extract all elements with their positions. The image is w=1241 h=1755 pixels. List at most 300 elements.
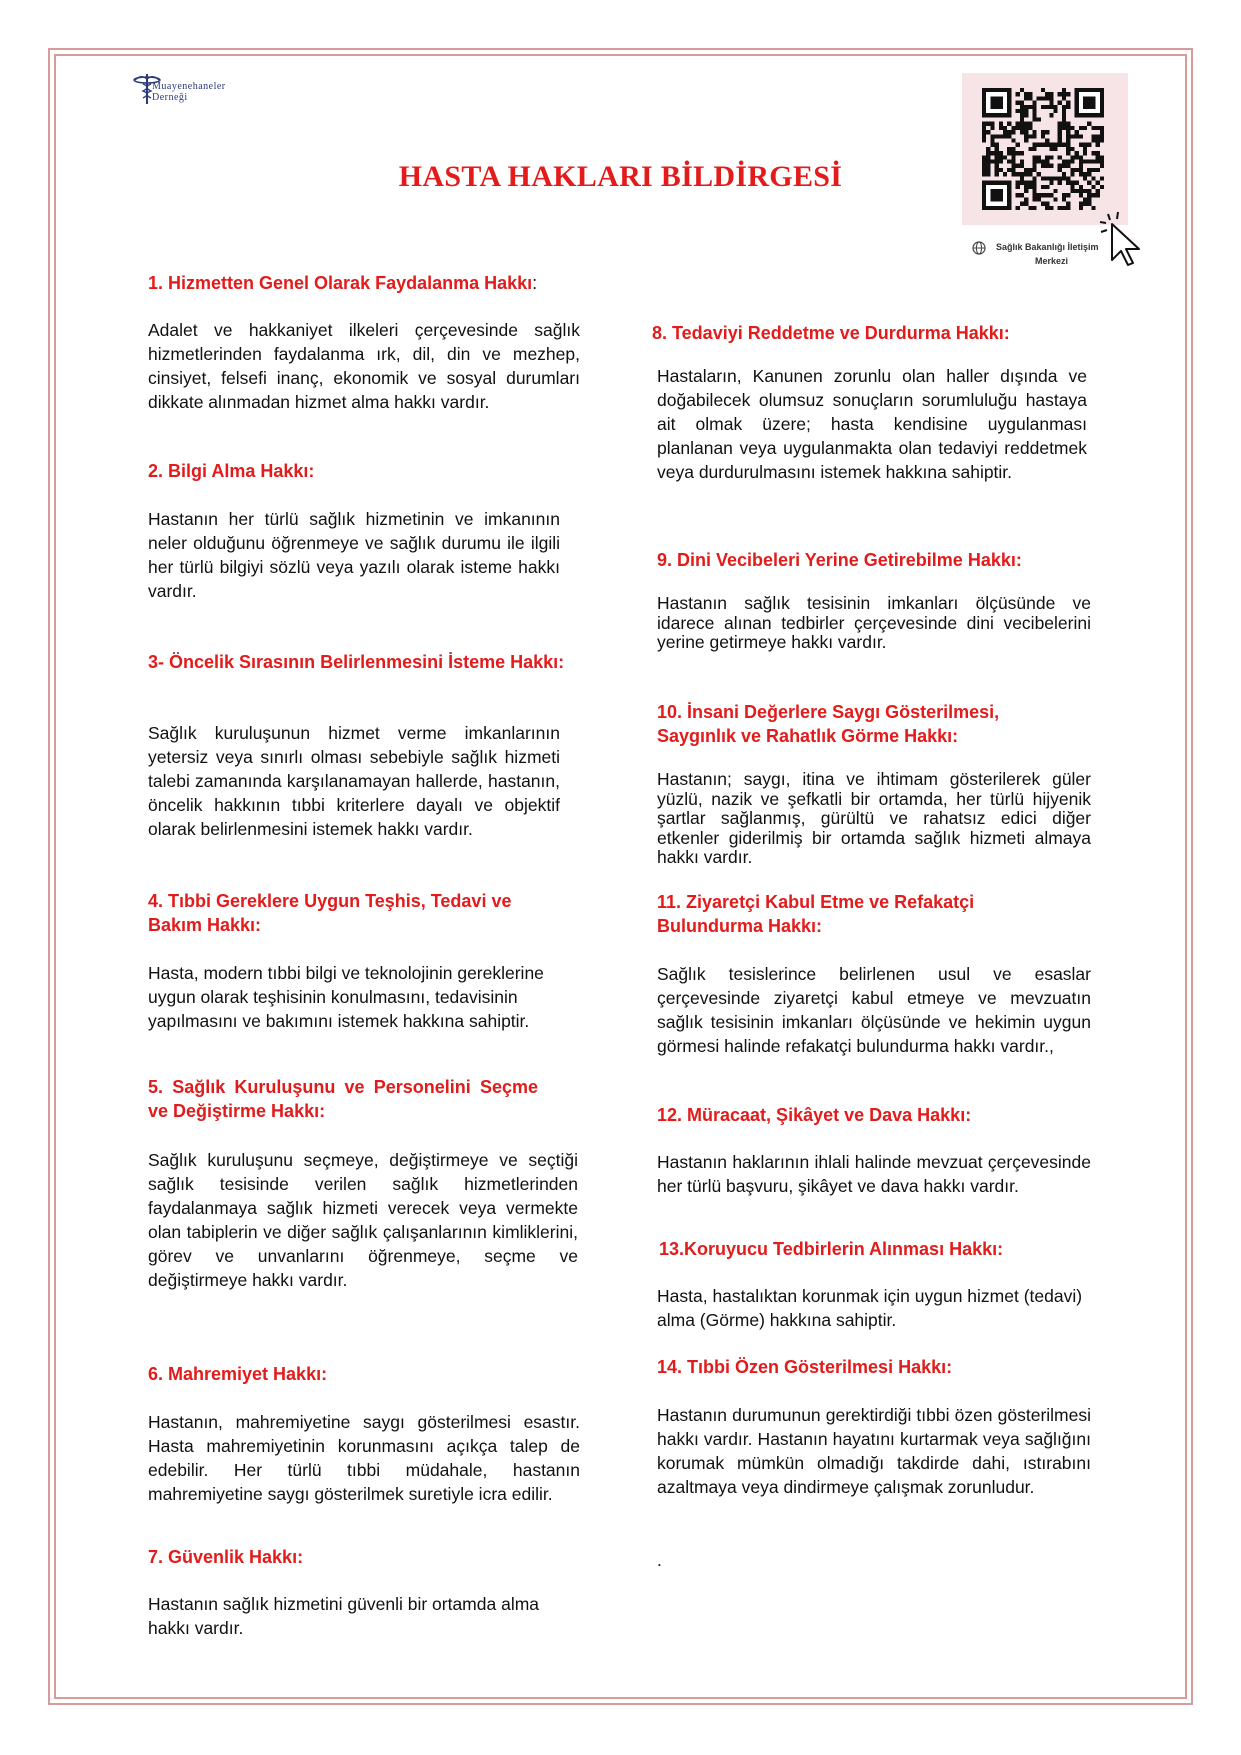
qr-module — [1020, 109, 1024, 113]
qr-module — [1062, 92, 1066, 96]
qr-module — [1041, 88, 1045, 92]
qr-module — [1058, 176, 1062, 180]
qr-module — [1024, 113, 1028, 117]
qr-module — [982, 122, 986, 126]
qr-module — [1003, 130, 1007, 134]
qr-module — [1054, 109, 1058, 113]
qr-module — [1045, 176, 1049, 180]
qr-module — [1016, 206, 1020, 210]
qr-module — [1096, 193, 1100, 197]
qr-module — [1032, 101, 1036, 105]
qr-module — [1049, 113, 1053, 117]
qr-module — [1054, 147, 1058, 151]
qr-module — [1049, 143, 1053, 147]
qr-module — [986, 164, 990, 168]
qr-module — [982, 160, 986, 164]
qr-module — [1062, 143, 1066, 147]
qr-module — [1041, 105, 1045, 109]
qr-module — [1032, 176, 1036, 180]
section-11-body: Sağlık tesislerince belirlenen usul ve esaslar çerçevesinde ziyaretçi kabul etmeye ve mevzuatın sağlık tesisinin imkanları ölçüsünde ve hekimin uygun görmesi halinde refakatçi bulundurma hakkı vardır., — [657, 964, 1091, 1056]
section-10-body: Hastanın; saygı, itina ve ihtimam gösterilerek güler yüzlü, nazik ve şefkatli bir ortamda, her türlü hijyenik şartlar sağlanmış, gürültü ve rahatsız edici diğer etkenler giderilmiş bir ortamda sağlık hizmeti almaya hakkı vardır. — [657, 769, 1091, 867]
qr-module — [1024, 202, 1028, 206]
qr-module — [986, 147, 990, 151]
qr-module — [1058, 206, 1062, 210]
qr-module — [1079, 134, 1083, 138]
qr-module — [1011, 151, 1015, 155]
qr-module — [1032, 185, 1036, 189]
qr-module — [1091, 185, 1095, 189]
qr-module — [1024, 130, 1028, 134]
qr-module — [1066, 164, 1070, 168]
qr-module — [1058, 130, 1062, 134]
section-5-body: Sağlık kuruluşunu seçmeye, değiştirmeye ve seçtiği sağlık tesisinde verilen sağlık hizmetlerinden faydalanmaya sağlık hizmeti verecek veya vermekte olan tabiplerin ve diğer sağlık çalışanlarının kimliklerini, görev ve unvanlarını öğrenmeye, seçme ve değiştirmeye hakkı vardır. — [148, 1150, 578, 1290]
qr-module — [1083, 202, 1087, 206]
qr-module — [1024, 185, 1028, 189]
qr-module — [982, 164, 986, 168]
qr-module — [1003, 172, 1007, 176]
qr-module — [982, 130, 986, 134]
qr-module — [1100, 155, 1104, 159]
qr-finder — [1083, 96, 1096, 109]
qr-module — [982, 172, 986, 176]
qr-module — [1041, 134, 1045, 138]
qr-module — [982, 168, 986, 172]
qr-module — [1024, 197, 1028, 201]
qr-module — [1020, 122, 1024, 126]
qr-module — [1041, 164, 1045, 168]
qr-module — [1075, 181, 1079, 185]
section-3-heading: 3- Öncelik Sırasının Belirlenmesini İsteme Hakkı: — [148, 652, 565, 672]
qr-module — [1058, 168, 1062, 172]
qr-module — [1016, 122, 1020, 126]
section-10-heading: 10. İnsani Değerlere Saygı Gösterilmesi, Saygınlık ve Rahatlık Görme Hakkı: — [657, 702, 1000, 746]
qr-module — [1083, 160, 1087, 164]
qr-module — [999, 122, 1003, 126]
qr-module — [1054, 176, 1058, 180]
qr-module — [1041, 193, 1045, 197]
qr-module — [1007, 151, 1011, 155]
qr-module — [1020, 164, 1024, 168]
section-4-body: Hasta, modern tıbbi bilgi ve teknolojinin gereklerine uygun olarak teşhisinin konulmasını, tedavisinin yapılmasını ve bakımını istemek hakkına sahiptir. — [148, 963, 544, 1031]
qr-module — [1011, 147, 1015, 151]
qr-module — [1041, 96, 1045, 100]
qr-module — [1079, 206, 1083, 210]
qr-module — [1037, 155, 1041, 159]
qr-module — [1011, 155, 1015, 159]
qr-module — [1007, 168, 1011, 172]
qr-module — [1032, 181, 1036, 185]
qr-module — [986, 155, 990, 159]
qr-module — [1062, 105, 1066, 109]
qr-module — [1054, 105, 1058, 109]
qr-module — [1007, 134, 1011, 138]
qr-module — [1062, 109, 1066, 113]
qr-module — [1049, 193, 1053, 197]
section-2-heading: 2. Bilgi Alma Hakkı: — [148, 461, 315, 481]
qr-module — [1016, 164, 1020, 168]
section-9-body: Hastanın sağlık tesisinin imkanları ölçüsünde ve idarece alınan tedbirler çerçevesinde dini vecibelerini yerine getirmeye hakkı vardır. — [657, 593, 1091, 652]
qr-module — [1045, 92, 1049, 96]
qr-module — [1079, 185, 1083, 189]
qr-module — [990, 126, 994, 130]
qr-module — [1037, 143, 1041, 147]
qr-module — [1007, 147, 1011, 151]
qr-module — [1020, 172, 1024, 176]
qr-module — [1032, 164, 1036, 168]
section-12-heading: 12. Müracaat, Şikâyet ve Dava Hakkı: — [657, 1105, 972, 1125]
qr-module — [1049, 164, 1053, 168]
qr-module — [1100, 164, 1104, 168]
qr-module — [1045, 96, 1049, 100]
qr-module — [1087, 168, 1091, 172]
section-12-body: Hastanın haklarının ihlali halinde mevzuat çerçevesinde her türlü başvuru, şikâyet ve dava hakkı vardır. — [657, 1152, 1091, 1196]
qr-module — [990, 143, 994, 147]
qr-module — [1096, 155, 1100, 159]
qr-module — [990, 122, 994, 126]
qr-module — [1020, 176, 1024, 180]
qr-module — [999, 126, 1003, 130]
qr-module — [1066, 138, 1070, 142]
section-6-body: Hastanın, mahremiyetine saygı gösterilmesi esastır. Hasta mahremiyetinin korunmasını açıkça talep de edebilir. Her türlü tıbbi müdahale, hastanın mahremiyetine saygı gösterilmek suretiyle icra edilir. — [148, 1412, 580, 1504]
qr-module — [1087, 143, 1091, 147]
qr-module — [1066, 134, 1070, 138]
qr-module — [1032, 109, 1036, 113]
qr-module — [1024, 168, 1028, 172]
qr-module — [1075, 155, 1079, 159]
qr-module — [1049, 105, 1053, 109]
qr-module — [1024, 126, 1028, 130]
qr-module — [1058, 155, 1062, 159]
qr-module — [1007, 122, 1011, 126]
qr-module — [1032, 117, 1036, 121]
qr-module — [990, 151, 994, 155]
qr-module — [1066, 126, 1070, 130]
qr-module — [995, 143, 999, 147]
qr-module — [1087, 122, 1091, 126]
qr-module — [1058, 101, 1062, 105]
qr-module — [1020, 126, 1024, 130]
qr-module — [1066, 130, 1070, 134]
qr-module — [1070, 172, 1074, 176]
globe-icon — [972, 241, 986, 255]
qr-module — [1032, 143, 1036, 147]
qr-module — [1020, 117, 1024, 121]
section-13-body: Hasta, hastalıktan korunmak için uygun hizmet (tedavi) alma (Görme) hakkına sahiptir. — [657, 1286, 1083, 1330]
qr-module — [1058, 181, 1062, 185]
section-7-heading: 7. Güvenlik Hakkı: — [148, 1547, 304, 1567]
qr-code-icon[interactable] — [978, 88, 1108, 210]
qr-module — [1058, 143, 1062, 147]
qr-module — [1075, 134, 1079, 138]
qr-module — [1087, 172, 1091, 176]
qr-module — [1066, 202, 1070, 206]
qr-module — [1087, 193, 1091, 197]
qr-module — [1028, 92, 1032, 96]
qr-module — [1020, 88, 1024, 92]
qr-module — [982, 134, 986, 138]
qr-module — [999, 155, 1003, 159]
qr-module — [1066, 206, 1070, 210]
qr-module — [1096, 126, 1100, 130]
qr-module — [1058, 126, 1062, 130]
qr-module — [1037, 197, 1041, 201]
qr-module — [1041, 160, 1045, 164]
qr-module — [1028, 122, 1032, 126]
qr-module — [1091, 176, 1095, 180]
qr-module — [1024, 92, 1028, 96]
qr-module — [1016, 126, 1020, 130]
qr-module — [990, 160, 994, 164]
qr-module — [990, 134, 994, 138]
qr-module — [1096, 143, 1100, 147]
qr-module — [1062, 193, 1066, 197]
qr-module — [1003, 155, 1007, 159]
qr-module — [986, 172, 990, 176]
qr-module — [1032, 147, 1036, 151]
qr-module — [1045, 185, 1049, 189]
qr-finder — [990, 189, 1003, 202]
qr-module — [986, 160, 990, 164]
qr-module — [1079, 143, 1083, 147]
qr-module — [1016, 181, 1020, 185]
qr-module — [1062, 197, 1066, 201]
qr-module — [1066, 101, 1070, 105]
qr-module — [1062, 172, 1066, 176]
qr-module — [1083, 197, 1087, 201]
qr-module — [1075, 151, 1079, 155]
qr-module — [1096, 168, 1100, 172]
qr-module — [1041, 185, 1045, 189]
qr-module — [1079, 155, 1083, 159]
qr-module — [1049, 92, 1053, 96]
qr-module — [1079, 164, 1083, 168]
qr-module — [982, 155, 986, 159]
qr-module — [1041, 176, 1045, 180]
qr-module — [1091, 138, 1095, 142]
logo-text: Muayenehaneler Derneği — [152, 81, 226, 103]
qr-module — [1096, 138, 1100, 142]
qr-module — [1003, 126, 1007, 130]
qr-module — [1070, 160, 1074, 164]
qr-module — [1079, 168, 1083, 172]
qr-module — [1016, 109, 1020, 113]
qr-module — [1020, 193, 1024, 197]
qr-module — [1083, 126, 1087, 130]
qr-module — [1062, 126, 1066, 130]
qr-module — [1100, 134, 1104, 138]
section-8-heading: 8. Tedaviyi Reddetme ve Durdurma Hakkı: — [652, 323, 1010, 343]
qr-module — [1020, 130, 1024, 134]
qr-module — [1091, 160, 1095, 164]
qr-module — [1045, 202, 1049, 206]
qr-module — [1016, 92, 1020, 96]
qr-module — [986, 151, 990, 155]
qr-module — [1032, 206, 1036, 210]
qr-module — [1020, 202, 1024, 206]
qr-module — [1091, 151, 1095, 155]
qr-module — [1070, 168, 1074, 172]
qr-module — [1058, 92, 1062, 96]
qr-module — [1041, 202, 1045, 206]
qr-module — [1024, 181, 1028, 185]
qr-module — [1003, 134, 1007, 138]
qr-module — [1032, 160, 1036, 164]
qr-module — [1007, 160, 1011, 164]
qr-module — [1058, 138, 1062, 142]
qr-module — [1083, 176, 1087, 180]
qr-module — [1028, 147, 1032, 151]
qr-module — [1024, 96, 1028, 100]
qr-module — [986, 122, 990, 126]
qr-module — [999, 151, 1003, 155]
section-8-body: Hastaların, Kanunen zorunlu olan haller dışında ve doğabilecek olumsuz sonuçların sorumluluğu hastaya ait olmak üzere; hasta kendisine uygulanması planlanan veya uygulanmakta olan tedaviyi reddetmek veya durdurulmasını istemek hakkına sahiptir. — [657, 366, 1087, 482]
qr-module — [1062, 88, 1066, 92]
qr-module — [995, 147, 999, 151]
qr-module — [1091, 168, 1095, 172]
qr-module — [1045, 130, 1049, 134]
qr-module — [986, 168, 990, 172]
qr-module — [999, 160, 1003, 164]
qr-module — [1058, 134, 1062, 138]
qr-module — [995, 172, 999, 176]
trailing-dot: . — [657, 1550, 662, 1570]
section-13-heading: 13.Koruyucu Tedbirlerin Alınması Hakkı: — [659, 1239, 1004, 1259]
qr-module — [1049, 206, 1053, 210]
qr-module — [1045, 164, 1049, 168]
qr-module — [1062, 160, 1066, 164]
qr-module — [1100, 138, 1104, 142]
qr-module — [995, 151, 999, 155]
qr-module — [1024, 105, 1028, 109]
qr-module — [1066, 143, 1070, 147]
qr-module — [1037, 117, 1041, 121]
qr-module — [1028, 185, 1032, 189]
qr-module — [1079, 126, 1083, 130]
qr-module — [1045, 138, 1049, 142]
qr-module — [1091, 206, 1095, 210]
qr-module — [1058, 122, 1062, 126]
qr-module — [1011, 168, 1015, 172]
section-1-body: Adalet ve hakkaniyet ilkeleri çerçevesinde sağlık hizmetlerinden faydalanma ırk, dil, din ve mezhep, cinsiyet, felsefi inanç, ekonomik ve sosyal durumları dikkate alınmadan hizmet alma hakkı vardır. — [148, 320, 580, 412]
section-11-heading: 11. Ziyaretçi Kabul Etme ve Refakatçi Bulundurma Hakkı: — [657, 892, 975, 936]
qr-module — [1100, 126, 1104, 130]
qr-module — [1011, 138, 1015, 142]
qr-module — [1054, 189, 1058, 193]
qr-module — [1037, 96, 1041, 100]
qr-module — [1062, 206, 1066, 210]
qr-module — [1020, 151, 1024, 155]
qr-module — [1028, 206, 1032, 210]
qr-module — [1096, 134, 1100, 138]
qr-module — [1062, 113, 1066, 117]
qr-module — [1016, 143, 1020, 147]
qr-module — [1058, 164, 1062, 168]
qr-module — [1062, 176, 1066, 180]
qr-module — [1054, 143, 1058, 147]
qr-module — [1096, 189, 1100, 193]
qr-module — [1091, 193, 1095, 197]
qr-module — [995, 160, 999, 164]
qr-module — [1066, 147, 1070, 151]
qr-module — [1024, 134, 1028, 138]
qr-module — [1028, 134, 1032, 138]
qr-module — [1041, 143, 1045, 147]
section-1-heading: 1. Hizmetten Genel Olarak Faydalanma Hakkı: — [148, 273, 538, 293]
section-14-heading: 14. Tıbbi Özen Gösterilmesi Hakkı: — [657, 1357, 953, 1377]
qr-module — [1066, 151, 1070, 155]
qr-module — [1096, 160, 1100, 164]
qr-module — [1087, 189, 1091, 193]
qr-module — [1032, 189, 1036, 193]
section-4-heading: 4. Tıbbi Gereklere Uygun Teşhis, Tedavi ve Bakım Hakkı: — [148, 891, 512, 935]
qr-module — [1045, 155, 1049, 159]
qr-module — [1075, 189, 1079, 193]
qr-module — [1083, 151, 1087, 155]
qr-module — [1016, 185, 1020, 189]
qr-module — [1037, 193, 1041, 197]
qr-module — [1083, 189, 1087, 193]
qr-module — [1100, 176, 1104, 180]
qr-module — [1079, 189, 1083, 193]
qr-module — [1028, 105, 1032, 109]
qr-module — [1049, 101, 1053, 105]
qr-module — [1066, 193, 1070, 197]
qr-module — [1087, 181, 1091, 185]
qr-module — [1020, 113, 1024, 117]
qr-module — [1011, 130, 1015, 134]
qr-module — [1100, 130, 1104, 134]
qr-module — [1016, 151, 1020, 155]
qr-module — [986, 130, 990, 134]
qr-module — [1096, 151, 1100, 155]
pointer-cursor-icon — [1098, 210, 1156, 268]
qr-module — [1075, 168, 1079, 172]
qr-module — [1070, 126, 1074, 130]
qr-module — [1016, 193, 1020, 197]
page-title: HASTA HAKLARI BİLDİRGESİ — [398, 160, 843, 193]
qr-module — [1070, 147, 1074, 151]
qr-module — [1079, 202, 1083, 206]
section-2-body: Hastanın her türlü sağlık hizmetinin ve imkanının neler olduğunu öğrenmeye ve sağlık durumu ile ilgili her türlü bilgiyi sözlü veya yazılı olarak isteme hakkı vardır. — [148, 509, 560, 601]
qr-module — [1066, 105, 1070, 109]
qr-module — [1087, 160, 1091, 164]
qr-module — [1028, 168, 1032, 172]
qr-module — [1062, 117, 1066, 121]
qr-module — [1011, 164, 1015, 168]
qr-module — [1020, 105, 1024, 109]
qr-module — [1100, 185, 1104, 189]
qr-module — [1045, 105, 1049, 109]
qr-module — [999, 134, 1003, 138]
qr-module — [1079, 160, 1083, 164]
qr-module — [1100, 160, 1104, 164]
qr-module — [1032, 130, 1036, 134]
section-9-heading: 9. Dini Vecibeleri Yerine Getirebilme Hakkı: — [657, 550, 1022, 570]
qr-module — [982, 126, 986, 130]
qr-module — [1066, 160, 1070, 164]
qr-module — [1007, 130, 1011, 134]
qr-module — [1062, 96, 1066, 100]
qr-module — [1032, 113, 1036, 117]
qr-module — [990, 138, 994, 142]
qr-module — [1045, 206, 1049, 210]
qr-module — [1070, 185, 1074, 189]
qr-module — [1049, 96, 1053, 100]
qr-module — [995, 168, 999, 172]
section-14-body: Hastanın durumunun gerektirdiği tıbbi özen gösterilmesi hakkı vardır. Hastanın hayatını kurtarmak veya sağlığını korumak mümkün olmadığı takdirde dahi, ıstırabını azaltmaya veya dindirmeye çalışmak zorunludur. — [657, 1405, 1091, 1497]
qr-module — [1075, 130, 1079, 134]
qr-module — [999, 168, 1003, 172]
